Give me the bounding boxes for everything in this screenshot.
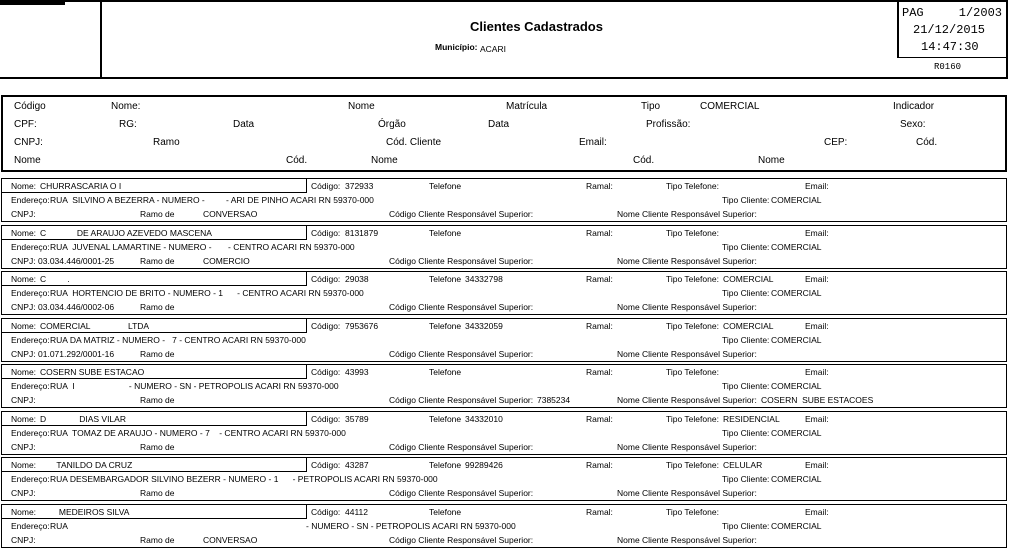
filter-rg-label: RG: <box>119 119 137 130</box>
nome-label: Nome: <box>11 460 37 470</box>
telefone-value: 34332010 <box>465 414 503 424</box>
nome-label: Nome: <box>11 228 37 238</box>
cod-resp-sup-label: Código Cliente Responsável Superior: <box>389 488 534 498</box>
filter-cnpj-label: CNPJ: <box>14 137 43 148</box>
pag-box-bottom-line <box>897 57 1008 58</box>
filter-data1-label: Data <box>233 119 255 130</box>
tipo-cliente-value: COMERCIAL <box>771 521 822 531</box>
email-label: Email: <box>805 367 829 377</box>
endereco-label: Endereço: <box>11 242 50 252</box>
tipo-telefone-label: Tipo Telefone: <box>666 507 719 517</box>
ramo-de-label: Ramo de <box>140 488 175 498</box>
codigo-value: 8131879 <box>345 228 379 238</box>
email-label: Email: <box>805 321 829 331</box>
client-record <box>1 364 1007 408</box>
ramo-de-label: Ramo de <box>140 209 175 219</box>
cnpj-label: CNPJ: <box>11 302 36 312</box>
email-label: Email: <box>805 181 829 191</box>
filter-nome4-label: Nome <box>371 155 398 166</box>
cnpj-label: CNPJ: <box>11 209 36 219</box>
filter-ramo-label: Ramo <box>153 137 180 148</box>
endereco-value: RUA DA MATRIZ - NUMERO - 7 - CENTRO ACARI RN 59370-000 <box>50 335 306 345</box>
nome-resp-sup-label: Nome Cliente Responsável Superior: <box>617 442 757 452</box>
filter-cpf-label: CPF: <box>14 119 37 130</box>
cod-resp-sup-label: Código Cliente Responsável Superior: <box>389 209 534 219</box>
filter-indicador-label: Indicador <box>893 101 935 112</box>
endereco-value: RUA JUVENAL LAMARTINE - NUMERO - - CENTRO ACARI RN 59370-000 <box>50 242 355 252</box>
ramal-label: Ramal: <box>586 274 613 284</box>
filter-email-label: Email: <box>579 137 607 148</box>
client-name-value: C . <box>40 274 70 284</box>
filter-profissao-label: Profissão: <box>646 119 691 130</box>
filter-cod-label: Cód. <box>916 137 938 148</box>
cnpj-value: 03.034.446/0002-06 <box>38 302 115 312</box>
email-label: Email: <box>805 274 829 284</box>
client-name-value: CHURRASCARIA O I <box>40 181 122 191</box>
nome-resp-sup-label: Nome Cliente Responsável Superior: <box>617 395 757 405</box>
tipo-telefone-label: Tipo Telefone: <box>666 228 719 238</box>
ramal-label: Ramal: <box>586 460 613 470</box>
tipo-cliente-label: Tipo Cliente: <box>722 521 770 531</box>
cnpj-label: CNPJ: <box>11 488 36 498</box>
tipo-cliente-label: Tipo Cliente: <box>722 381 770 391</box>
telefone-label: Telefone <box>429 507 462 517</box>
ramo-value: CONVERSAO <box>203 209 258 219</box>
telefone-label: Telefone <box>429 181 462 191</box>
codigo-label: Código: <box>311 460 341 470</box>
cod-resp-sup-value: 7385234 <box>537 395 571 405</box>
endereco-value: RUA DESEMBARGADOR SILVINO BEZERR - NUMERO - 1 - PETROPOLIS ACARI RN 59370-000 <box>50 474 438 484</box>
telefone-label: Telefone <box>429 228 462 238</box>
endereco-value: RUA HORTENCIO DE BRITO - NUMERO - 1 - CENTRO ACARI RN 59370-000 <box>50 288 364 298</box>
tipo-telefone-label: Tipo Telefone: <box>666 321 719 331</box>
codigo-label: Código: <box>311 414 341 424</box>
endereco-label: Endereço: <box>11 428 50 438</box>
client-name-value: COMERCIAL LTDA <box>40 321 150 331</box>
tipo-cliente-value: COMERCIAL <box>771 474 822 484</box>
nome-label: Nome: <box>11 181 37 191</box>
cod-resp-sup-label: Código Cliente Responsável Superior: <box>389 302 534 312</box>
cod-resp-sup-label: Código Cliente Responsável Superior: <box>389 395 534 405</box>
cod-resp-sup-label: Código Cliente Responsável Superior: <box>389 535 534 545</box>
tipo-cliente-label: Tipo Cliente: <box>722 428 770 438</box>
endereco-value: RUA - NUMERO - SN - PETROPOLIS ACARI RN 59370-000 <box>50 521 516 531</box>
report-date: 21/12/2015 <box>913 23 986 37</box>
cnpj-label: CNPJ: <box>11 256 36 266</box>
tipo-cliente-value: COMERCIAL <box>771 335 822 345</box>
tipo-cliente-label: Tipo Cliente: <box>722 195 770 205</box>
cnpj-label: CNPJ: <box>11 535 36 545</box>
client-name-value: MEDEIROS SILVA <box>40 507 130 517</box>
tipo-cliente-label: Tipo Cliente: <box>722 474 770 484</box>
client-record <box>1 178 1007 222</box>
client-record <box>1 411 1007 455</box>
cnpj-label: CNPJ: <box>11 395 36 405</box>
telefone-label: Telefone <box>429 274 462 284</box>
ramal-label: Ramal: <box>586 507 613 517</box>
filter-tipo-value: COMERCIAL <box>700 101 760 112</box>
filter-data2-label: Data <box>488 119 510 130</box>
cnpj-label: CNPJ: <box>11 349 36 359</box>
municipio-label: Município: <box>435 42 478 52</box>
client-name-value: COSERN SUBE ESTACAO <box>40 367 145 377</box>
tipo-cliente-label: Tipo Cliente: <box>722 242 770 252</box>
cnpj-value: 03.034.446/0001-25 <box>38 256 115 266</box>
cod-resp-sup-label: Código Cliente Responsável Superior: <box>389 442 534 452</box>
endereco-value: RUA SILVINO A BEZERRA - NUMERO - - ARI DE PINHO ACARI RN 59370-000 <box>50 195 374 205</box>
codigo-label: Código: <box>311 367 341 377</box>
filter-cod2-label: Cód. <box>286 155 308 166</box>
endereco-label: Endereço: <box>11 288 50 298</box>
email-label: Email: <box>805 507 829 517</box>
ramal-label: Ramal: <box>586 367 613 377</box>
nome-resp-sup-label: Nome Cliente Responsável Superior: <box>617 209 757 219</box>
client-name-value: TANILDO DA CRUZ <box>40 460 133 470</box>
nome-resp-sup-value: COSERN SUBE ESTACOES <box>761 395 874 405</box>
ramo-de-label: Ramo de <box>140 256 175 266</box>
codigo-label: Código: <box>311 321 341 331</box>
header-band-bottom-border <box>0 77 1008 79</box>
telefone-value: 34332059 <box>465 321 503 331</box>
nome-resp-sup-label: Nome Cliente Responsável Superior: <box>617 256 757 266</box>
nome-label: Nome: <box>11 414 37 424</box>
municipio-value: ACARI <box>480 44 506 54</box>
codigo-label: Código: <box>311 228 341 238</box>
filter-tipo-label: Tipo <box>641 101 661 112</box>
client-record <box>1 504 1007 548</box>
ramal-label: Ramal: <box>586 228 613 238</box>
codigo-value: 372933 <box>345 181 374 191</box>
tipo-cliente-label: Tipo Cliente: <box>722 288 770 298</box>
ramal-label: Ramal: <box>586 321 613 331</box>
cod-resp-sup-label: Código Cliente Responsável Superior: <box>389 349 534 359</box>
tipo-telefone-value: COMERCIAL <box>723 274 774 284</box>
tipo-cliente-label: Tipo Cliente: <box>722 335 770 345</box>
endereco-label: Endereço: <box>11 474 50 484</box>
tipo-telefone-value: RESIDENCIAL <box>723 414 780 424</box>
codigo-value: 35789 <box>345 414 369 424</box>
ramo-de-label: Ramo de <box>140 302 175 312</box>
endereco-value: RUA I - NUMERO - SN - PETROPOLIS ACARI RN 59370-000 <box>50 381 339 391</box>
pag-box-divider <box>897 0 899 58</box>
ramo-value: CONVERSAO <box>203 535 258 545</box>
client-name-value: C DE ARAUJO AZEVEDO MASCENA <box>40 228 212 238</box>
ramo-value: COMERCIO <box>203 256 250 266</box>
endereco-label: Endereço: <box>11 521 50 531</box>
nome-resp-sup-label: Nome Cliente Responsável Superior: <box>617 535 757 545</box>
codigo-label: Código: <box>311 181 341 191</box>
ramal-label: Ramal: <box>586 181 613 191</box>
tipo-cliente-value: COMERCIAL <box>771 195 822 205</box>
tipo-telefone-value: COMERCIAL <box>723 321 774 331</box>
top-left-mark <box>0 0 65 5</box>
codigo-label: Código: <box>311 274 341 284</box>
report-code: R0160 <box>934 62 962 72</box>
filter-orgao-label: Órgão <box>378 119 406 130</box>
email-label: Email: <box>805 414 829 424</box>
email-label: Email: <box>805 228 829 238</box>
codigo-value: 44112 <box>345 507 369 517</box>
ramo-de-label: Ramo de <box>140 349 175 359</box>
client-name-value: D DIAS VILAR <box>40 414 126 424</box>
telefone-label: Telefone <box>429 460 462 470</box>
filter-cod3-label: Cód. <box>633 155 655 166</box>
nome-label: Nome: <box>11 367 37 377</box>
ramal-label: Ramal: <box>586 414 613 424</box>
nome-resp-sup-label: Nome Cliente Responsável Superior: <box>617 349 757 359</box>
tipo-telefone-label: Tipo Telefone: <box>666 181 719 191</box>
client-record <box>1 318 1007 362</box>
codigo-value: 7953676 <box>345 321 379 331</box>
pag-number: 1/2003 <box>958 6 1002 20</box>
codigo-value: 43287 <box>345 460 369 470</box>
cnpj-value: 01.071.292/0001-16 <box>38 349 115 359</box>
endereco-label: Endereço: <box>11 381 50 391</box>
page-title: Clientes Cadastrados <box>470 19 603 34</box>
client-record <box>1 225 1007 269</box>
filter-cep-label: CEP: <box>824 137 848 148</box>
telefone-label: Telefone <box>429 414 462 424</box>
email-label: Email: <box>805 460 829 470</box>
tipo-telefone-label: Tipo Telefone: <box>666 460 719 470</box>
endereco-label: Endereço: <box>11 195 50 205</box>
tipo-telefone-label: Tipo Telefone: <box>666 274 719 284</box>
filter-nome2-label: Nome <box>348 101 375 112</box>
filter-codigo-label: Código <box>14 101 46 112</box>
filter-cod-cliente-label: Cód. Cliente <box>386 137 442 148</box>
report-time: 14:47:30 <box>921 40 979 54</box>
right-border <box>1006 0 1008 79</box>
endereco-value: RUA TOMAZ DE ARAUJO - NUMERO - 7 - CENTRO ACARI RN 59370-000 <box>50 428 346 438</box>
filter-sexo-label: Sexo: <box>900 119 926 130</box>
ramo-de-label: Ramo de <box>140 535 175 545</box>
tipo-telefone-label: Tipo Telefone: <box>666 414 719 424</box>
nome-label: Nome: <box>11 321 37 331</box>
cnpj-label: CNPJ: <box>11 442 36 452</box>
tipo-cliente-value: COMERCIAL <box>771 288 822 298</box>
filter-nome3-label: Nome <box>14 155 41 166</box>
nome-label: Nome: <box>11 507 37 517</box>
tipo-cliente-value: COMERCIAL <box>771 242 822 252</box>
codigo-value: 43993 <box>345 367 369 377</box>
client-record <box>1 271 1007 315</box>
telefone-value: 99289426 <box>465 460 503 470</box>
endereco-label: Endereço: <box>11 335 50 345</box>
tipo-cliente-value: COMERCIAL <box>771 428 822 438</box>
ramo-de-label: Ramo de <box>140 395 175 405</box>
tipo-telefone-label: Tipo Telefone: <box>666 367 719 377</box>
telefone-label: Telefone <box>429 367 462 377</box>
cod-resp-sup-label: Código Cliente Responsável Superior: <box>389 256 534 266</box>
telefone-value: 34332798 <box>465 274 503 284</box>
nome-resp-sup-label: Nome Cliente Responsável Superior: <box>617 488 757 498</box>
codigo-label: Código: <box>311 507 341 517</box>
codigo-value: 29038 <box>345 274 369 284</box>
filter-header-box <box>1 95 1007 172</box>
tipo-cliente-value: COMERCIAL <box>771 381 822 391</box>
nome-label: Nome: <box>11 274 37 284</box>
nome-resp-sup-label: Nome Cliente Responsável Superior: <box>617 302 757 312</box>
telefone-label: Telefone <box>429 321 462 331</box>
top-border <box>0 0 1008 2</box>
logo-divider <box>100 0 102 79</box>
filter-nome5-label: Nome <box>758 155 785 166</box>
filter-nome-label: Nome: <box>111 101 141 112</box>
ramo-de-label: Ramo de <box>140 442 175 452</box>
filter-matricula-label: Matrícula <box>506 101 548 112</box>
tipo-telefone-value: CELULAR <box>723 460 763 470</box>
client-record <box>1 457 1007 501</box>
pag-label: PAG <box>902 6 924 20</box>
